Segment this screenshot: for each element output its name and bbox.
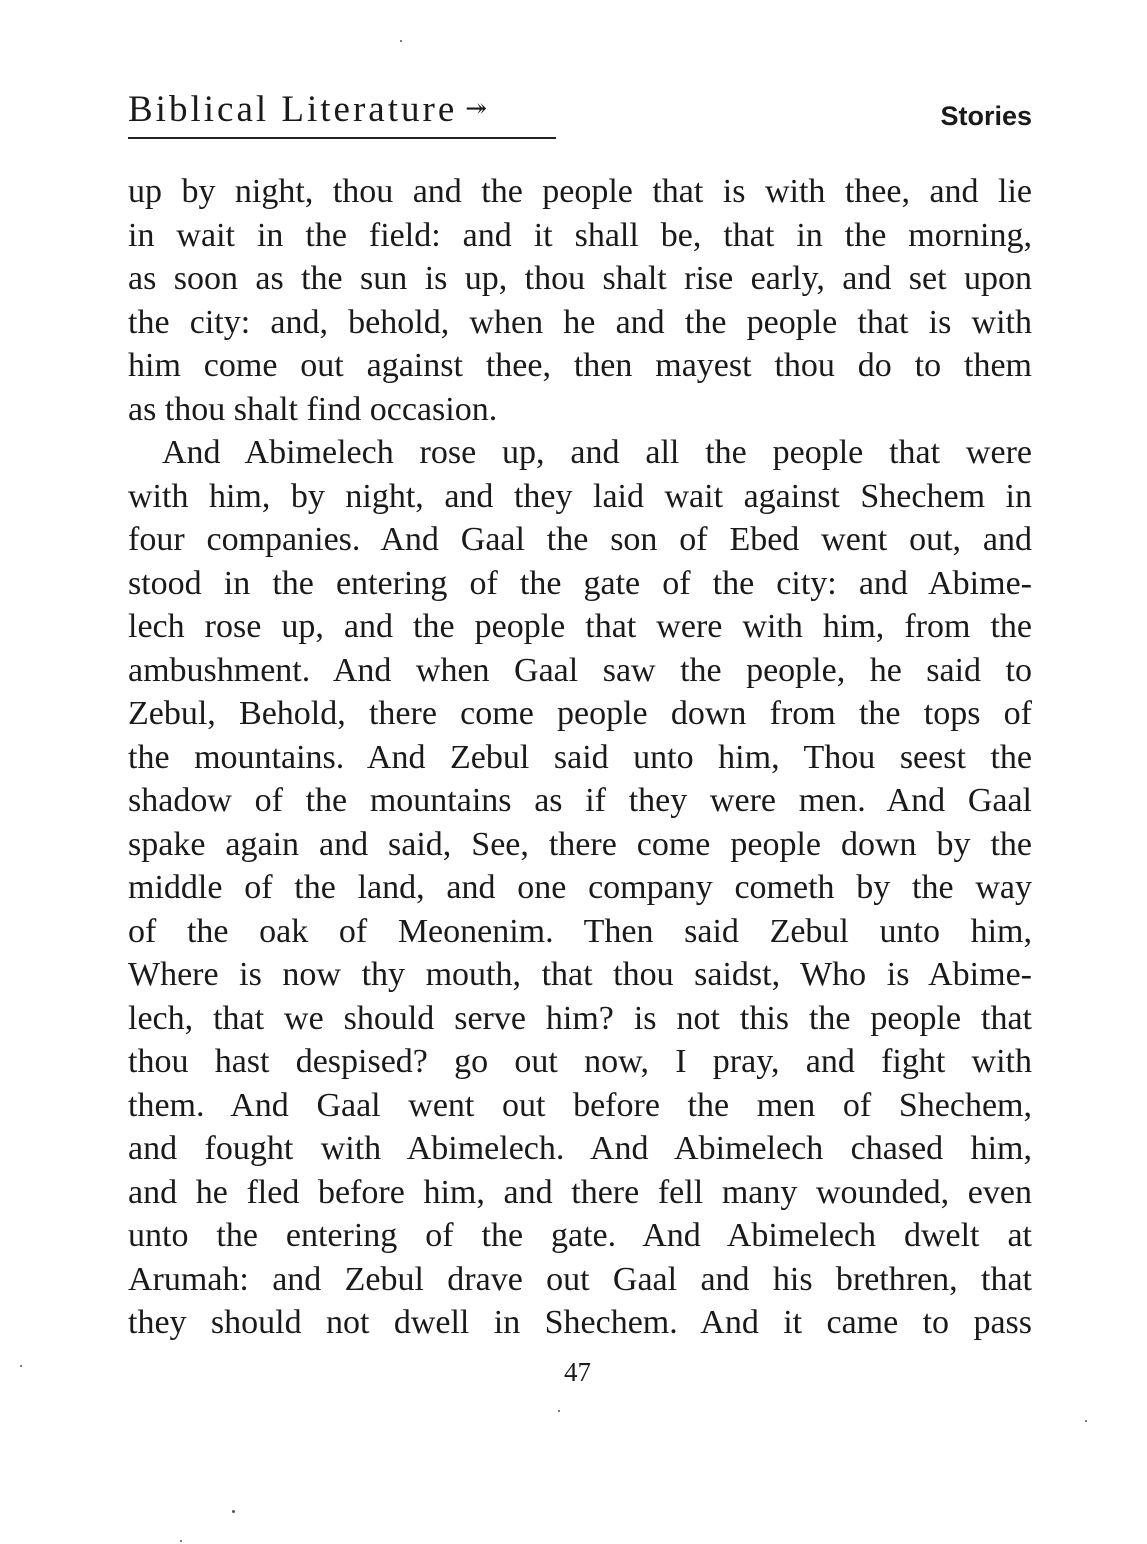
text-line: and fought with Abimelech. And Abimelech chased him, [128, 1130, 1032, 1167]
text-line: in wait in the field: and it shall be, that in the morning, [128, 216, 1032, 254]
text-line: lech, that we should serve him? is not this the people that [128, 999, 1032, 1037]
text-line: spake again and said, See, there come people down by the [128, 825, 1032, 863]
text-line: they should not dwell in Shechem. And it came to pass [128, 1304, 1032, 1341]
text-line: ambushment. And when Gaal saw the people, he said to [128, 651, 1032, 689]
text-line: unto the entering of the gate. And Abimelech dwelt at [128, 1217, 1032, 1254]
body-text [128, 170, 1032, 1345]
text-line: the mountains. And Zebul said unto him, Thou seest the [128, 738, 1032, 776]
text-line: him come out against thee, then mayest thou do to them [128, 347, 1032, 384]
fleuron-ornament-icon: ↠ [465, 94, 488, 123]
text-line: lech rose up, and the people that were with him, from the [128, 608, 1032, 645]
text-line: with him, by night, and they laid wait against Shechem in [128, 477, 1032, 515]
section-label: Stories [940, 101, 1032, 131]
text-line: stood in the entering of the gate of the city: and Abime- [128, 564, 1032, 602]
text-line: middle of the land, and one company cometh by the way [128, 869, 1032, 906]
scan-speck [180, 1540, 182, 1542]
running-title [128, 84, 487, 135]
running-head [128, 84, 1032, 144]
scan-speck [20, 1365, 22, 1367]
text-line: thou hast despised? go out now, I pray, and fight with [128, 1043, 1032, 1080]
text-line: Arumah: and Zebul drave out Gaal and his brethren, that [128, 1260, 1032, 1298]
text-line: four companies. And Gaal the son of Ebed went out, and [128, 521, 1032, 558]
text-line: Where is now thy mouth, that thou saidst, Who is Abime- [128, 956, 1032, 993]
text-line: the city: and, behold, when he and the people that is with [128, 303, 1032, 341]
scan-speck [400, 40, 402, 42]
text-line: shadow of the mountains as if they were men. And Gaal [128, 782, 1032, 819]
text-line: up by night, thou and the people that is with thee, and lie [128, 173, 1032, 210]
text-line: as thou shalt find occasion. [128, 390, 498, 428]
text-line: and he fled before him, and there fell many wounded, even [128, 1173, 1032, 1211]
text-line: And Abimelech rose up, and all the people that were [162, 434, 1032, 471]
scan-speck [232, 1510, 235, 1513]
paragraph-2 [128, 431, 1032, 1345]
paragraph-1 [128, 170, 1032, 431]
text-line: Zebul, Behold, there come people down from the tops of [128, 695, 1032, 732]
scan-speck [1085, 1420, 1087, 1422]
running-title-underline [128, 137, 556, 139]
page-number-text: 47 [564, 1357, 591, 1387]
text-line: of the oak of Meonenim. Then said Zebul unto him, [128, 912, 1032, 950]
text-line: them. And Gaal went out before the men of Shechem, [128, 1086, 1032, 1124]
running-title-text: Biblical Literature [128, 89, 458, 130]
scan-speck [558, 1410, 560, 1412]
page-number [0, 1352, 1147, 1392]
text-line: as soon as the sun is up, thou shalt rise early, and set upon [128, 260, 1032, 297]
